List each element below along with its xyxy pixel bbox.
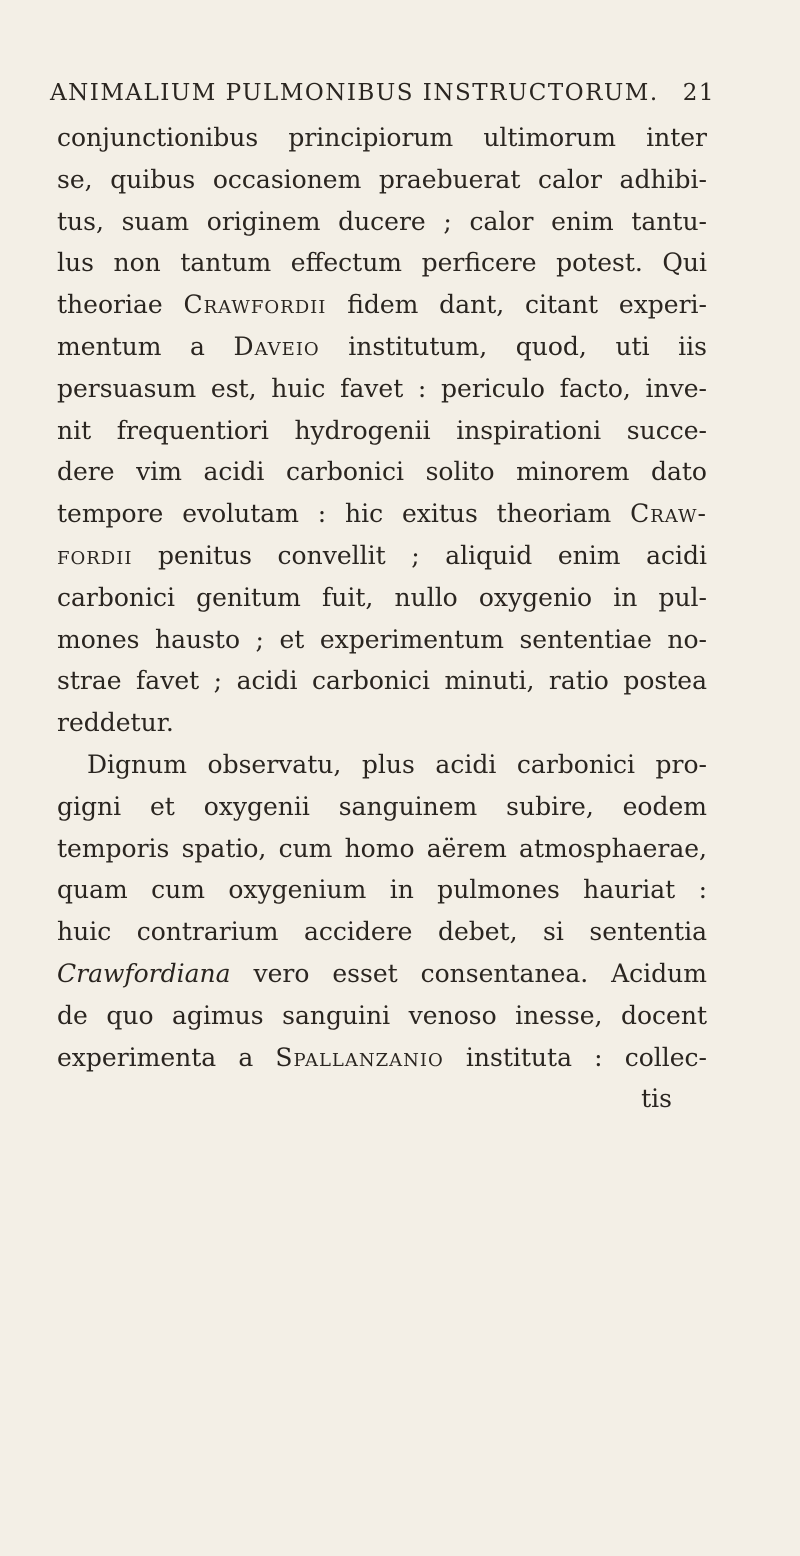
text-line (57, 326, 707, 368)
text-line (57, 660, 707, 702)
text-segment: theoriae (57, 290, 184, 320)
text-line (57, 786, 707, 828)
text-line (57, 117, 707, 159)
text-segment: tus, suam originem ducere ; calor enim tantu- (57, 206, 707, 236)
text-line (57, 869, 707, 911)
small-caps-name: Craw- (630, 499, 707, 529)
text-segment: institutum, quod, uti iis (319, 331, 707, 361)
text-line (57, 577, 707, 619)
text-line (57, 159, 707, 201)
text-line (57, 911, 707, 953)
small-caps-name: Daveio (233, 331, 320, 361)
text-line (57, 368, 707, 410)
text-segment: conjunctionibus principiorum ultimorum inter (57, 123, 707, 152)
text-segment: mentum a (57, 331, 234, 361)
text-segment: reddetur. (57, 708, 174, 738)
page-number: 21 (682, 80, 715, 106)
text-line (57, 493, 707, 535)
body-text (57, 117, 707, 1120)
text-segment: se, quibus occasionem praebuerat calor adhibi- (57, 164, 707, 194)
text-line (57, 284, 707, 326)
text-line (57, 535, 707, 577)
text-segment: Dignum observatu, plus acidi carbonici pro- (87, 749, 707, 779)
text-line (57, 995, 707, 1037)
text-segment: quam cum oxygenium in pulmones hauriat : (57, 875, 707, 905)
small-caps-name: Spallanzanio (275, 1042, 444, 1072)
text-segment: carbonici genitum fuit, nullo oxygenio in pul- (57, 582, 707, 612)
page-header (50, 80, 715, 106)
text-segment: persuasum est, huic favet : periculo facto, inve- (57, 373, 707, 403)
text-segment: de quo agimus sanguini venoso inesse, docent (57, 1000, 707, 1030)
text-segment: penitus convellit ; aliquid enim acidi (132, 540, 707, 570)
text-line (57, 744, 707, 786)
text-segment: experimenta a (57, 1042, 276, 1072)
text-line (57, 410, 707, 452)
text-segment: gigni et oxygenii sanguinem subire, eodem (57, 791, 707, 821)
italic-term: Crawfordiana (57, 958, 231, 988)
text-segment: lus non tantum effectum perficere potest. Qui (57, 248, 707, 278)
text-segment: mones hausto ; et experimentum sententiae no- (57, 624, 707, 654)
text-segment: dere vim acidi carbonici solito minorem dato (57, 457, 707, 487)
catchword: tis (641, 1084, 672, 1114)
text-line (57, 619, 707, 661)
text-segment: vero esset consentanea. Acidum (230, 958, 707, 988)
text-line (57, 201, 707, 243)
text-segment: strae favet ; acidi carbonici minuti, ratio postea (57, 666, 707, 696)
text-line (57, 828, 707, 870)
small-caps-name: Crawfordii (183, 290, 327, 320)
text-segment: instituta : collec- (443, 1042, 707, 1072)
text-line (57, 242, 707, 284)
text-line (57, 1037, 707, 1079)
text-segment: nit frequentiori hydrogenii inspirationi succe- (57, 415, 707, 445)
text-segment: temporis spatio, cum homo aërem atmosphaerae, (57, 833, 707, 863)
text-segment: fidem dant, citant experi- (326, 290, 708, 320)
text-line (57, 702, 707, 744)
text-line (57, 953, 707, 995)
text-segment: huic contrarium accidere debet, si sententia (57, 917, 707, 947)
small-caps-name: fordii (57, 540, 133, 570)
running-title: ANIMALIUM PULMONIBUS INSTRUCTORUM. (50, 80, 659, 106)
text-line (57, 451, 707, 493)
text-segment: tempore evolutam : hic exitus theoriam (57, 499, 631, 529)
